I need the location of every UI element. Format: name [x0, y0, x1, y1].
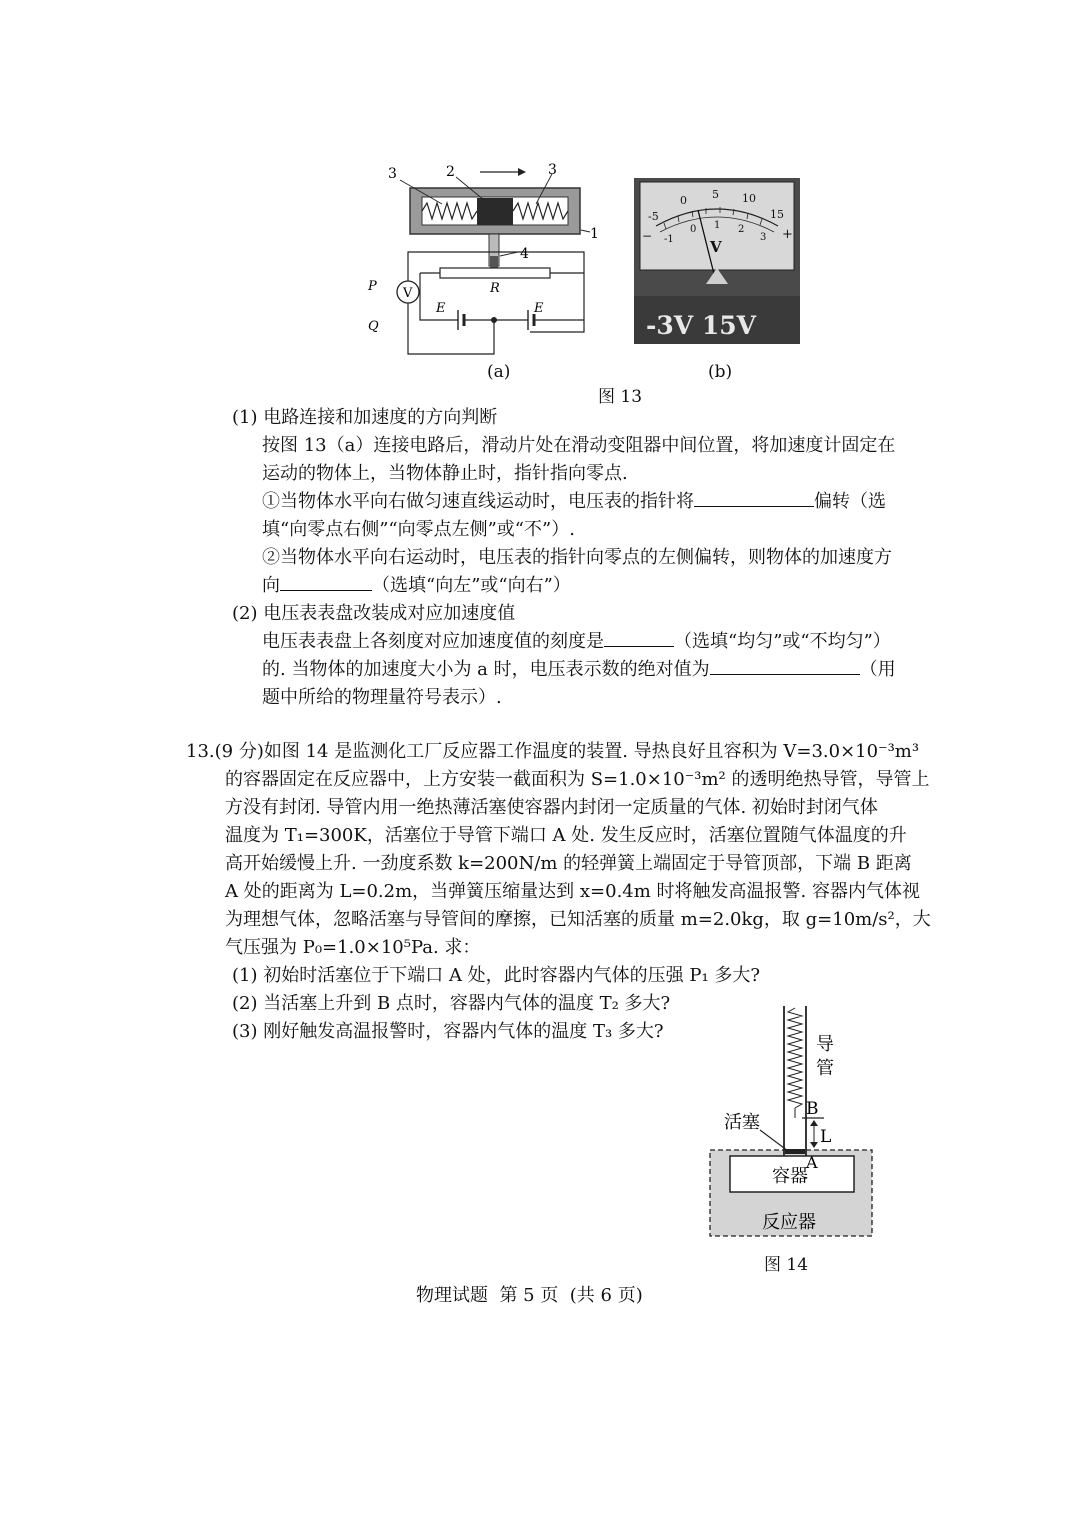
figure-13b-voltmeter	[634, 178, 800, 344]
q13-line8: 气压强为 P₀=1.0×10⁵Pa. 求：	[225, 937, 481, 958]
label-3-left: 3	[388, 166, 397, 182]
meter-bottom-tick-1: 1	[714, 220, 721, 231]
voltage-expression-blank[interactable]	[710, 656, 860, 675]
reactor-label: 反应器	[762, 1212, 816, 1233]
label-Q: Q	[368, 319, 379, 334]
label-V: V	[403, 286, 413, 301]
container-label: 容器	[772, 1166, 808, 1187]
q13-sub3: (3) 刚好触发高温报警时，容器内气体的温度 T₃ 多大?	[232, 1021, 664, 1042]
q13-line7: 为理想气体，忽略活塞与导管间的摩擦，已知活塞的质量 m=2.0kg，取 g=10m/s²，大	[225, 909, 931, 930]
meter-plus-sign: +	[782, 227, 793, 242]
part2-line3: 题中所给的物理量符号表示）.	[262, 687, 502, 708]
q2-answer-blank[interactable]	[280, 572, 372, 591]
part2-l1-pre: 电压表表盘上各刻度对应加速度值的刻度是	[262, 631, 604, 652]
label-R: R	[490, 281, 500, 296]
point-B-label: B	[806, 1099, 819, 1119]
label-P: P	[368, 279, 377, 294]
label-1: 1	[590, 226, 599, 242]
point-A-label: A	[806, 1153, 818, 1172]
q13-sub1: (1) 初始时活塞位于下端口 A 处，此时容器内气体的压强 P₁ 多大?	[232, 965, 761, 986]
meter-bottom-tick-3: 3	[760, 232, 767, 243]
meter-top-tick-5: 5	[712, 188, 719, 201]
meter-top-tick-0: 0	[680, 194, 687, 207]
q1-answer-blank[interactable]	[694, 488, 814, 507]
part1-q1-line1	[262, 488, 886, 516]
q2-text-pre: 向	[262, 575, 280, 596]
label-E-left: E	[436, 301, 446, 316]
meter-top-tick-15: 15	[770, 208, 784, 221]
meter-top-tick-10: 10	[742, 192, 756, 205]
meter-bottom-tick-0: 0	[690, 224, 697, 235]
part2-l2-pre: 的. 当物体的加速度大小为 a 时，电压表示数的绝对值为	[262, 659, 710, 680]
part1-line1: 按图 13（a）连接电路后，滑动片处在滑动变阻器中间位置，将加速度计固定在	[262, 435, 896, 456]
meter-range-label: -3V 15V	[646, 311, 757, 340]
part1-q2-line1: ②当物体水平向右运动时，电压表的指针向零点的左侧偏转，则物体的加速度方	[262, 547, 892, 568]
q13-line2: 的容器固定在反应器中，上方安装一截面积为 S=1.0×10⁻³m² 的透明绝热导管，导管上	[225, 769, 930, 790]
figure-13a-diagram	[360, 160, 605, 375]
q1-text-post: 偏转（选	[814, 491, 886, 512]
part1-q1-line2: 填“向零点右侧”“向零点左侧”或“不”）.	[262, 519, 575, 540]
label-4: 4	[520, 246, 529, 262]
part2-line2	[262, 656, 896, 684]
tube-label-char2: 管	[816, 1058, 834, 1079]
label-2: 2	[446, 164, 455, 180]
q2-text-post: （选填“向左”或“向右”）	[372, 575, 571, 596]
length-L-label: L	[820, 1127, 832, 1147]
meter-minus-sign: −	[642, 229, 653, 243]
q13-text-line1: 如图 14 是监测化工厂反应器工作温度的装置. 导热良好且容积为 V=3.0×10⁻³m³	[263, 741, 920, 762]
q13-line3: 方没有封闭. 导管内用一绝热薄活塞使容器内封闭一定质量的气体. 初始时封闭气体	[225, 797, 878, 818]
figure-13b-caption: (b)	[708, 362, 733, 382]
q13-line6: A 处的距离为 L=0.2m，当弹簧压缩量达到 x=0.4m 时将触发高温报警. 容器内气体视	[225, 881, 920, 902]
q13-sub2: (2) 当活塞上升到 B 点时，容器内气体的温度 T₂ 多大?	[232, 993, 671, 1014]
q13-points: (9 分)	[214, 741, 264, 762]
q13-line4: 温度为 T₁=300K，活塞位于导管下端口 A 处. 发生反应时，活塞位置随气体温度的升	[225, 825, 907, 846]
label-E-right: E	[534, 301, 544, 316]
meter-unit: V	[710, 238, 722, 256]
meter-bottom-tick-neg1: -1	[664, 234, 674, 245]
part2-l1-post: （选填“均匀”或“不均匀”）	[674, 631, 891, 652]
page-footer: 物理试题 第 5 页 (共 6 页)	[416, 1285, 643, 1306]
figure-14-diagram	[700, 1000, 890, 1245]
part1-heading: (1) 电路连接和加速度的方向判断	[232, 407, 498, 428]
q13-line5: 高开始缓慢上升. 一劲度系数 k=200N/m 的轻弹簧上端固定于导管顶部，下端 B 距离	[225, 853, 912, 874]
q13-number: 13.	[186, 741, 215, 762]
figure-13a-caption: (a)	[487, 362, 511, 382]
tube-label-char1: 导	[816, 1034, 834, 1055]
meter-top-tick-neg5: -5	[648, 210, 659, 223]
part2-line1	[262, 628, 891, 656]
part2-l2-post: （用	[859, 659, 896, 680]
part2-heading: (2) 电压表表盘改装成对应加速度值	[232, 603, 516, 624]
label-3-right: 3	[548, 162, 557, 178]
figure-14-title: 图 14	[764, 1255, 809, 1275]
piston-label: 活塞	[724, 1112, 760, 1133]
scale-uniformity-blank[interactable]	[604, 628, 674, 647]
q13-line1	[186, 738, 919, 766]
meter-bottom-tick-2: 2	[738, 224, 745, 235]
q1-text-pre: ①当物体水平向右做匀速直线运动时，电压表的指针将	[262, 491, 694, 512]
part1-q2-line2	[262, 572, 571, 600]
part1-line2: 运动的物体上，当物体静止时，指针指向零点.	[262, 463, 628, 484]
figure-13-title: 图 13	[598, 387, 643, 407]
